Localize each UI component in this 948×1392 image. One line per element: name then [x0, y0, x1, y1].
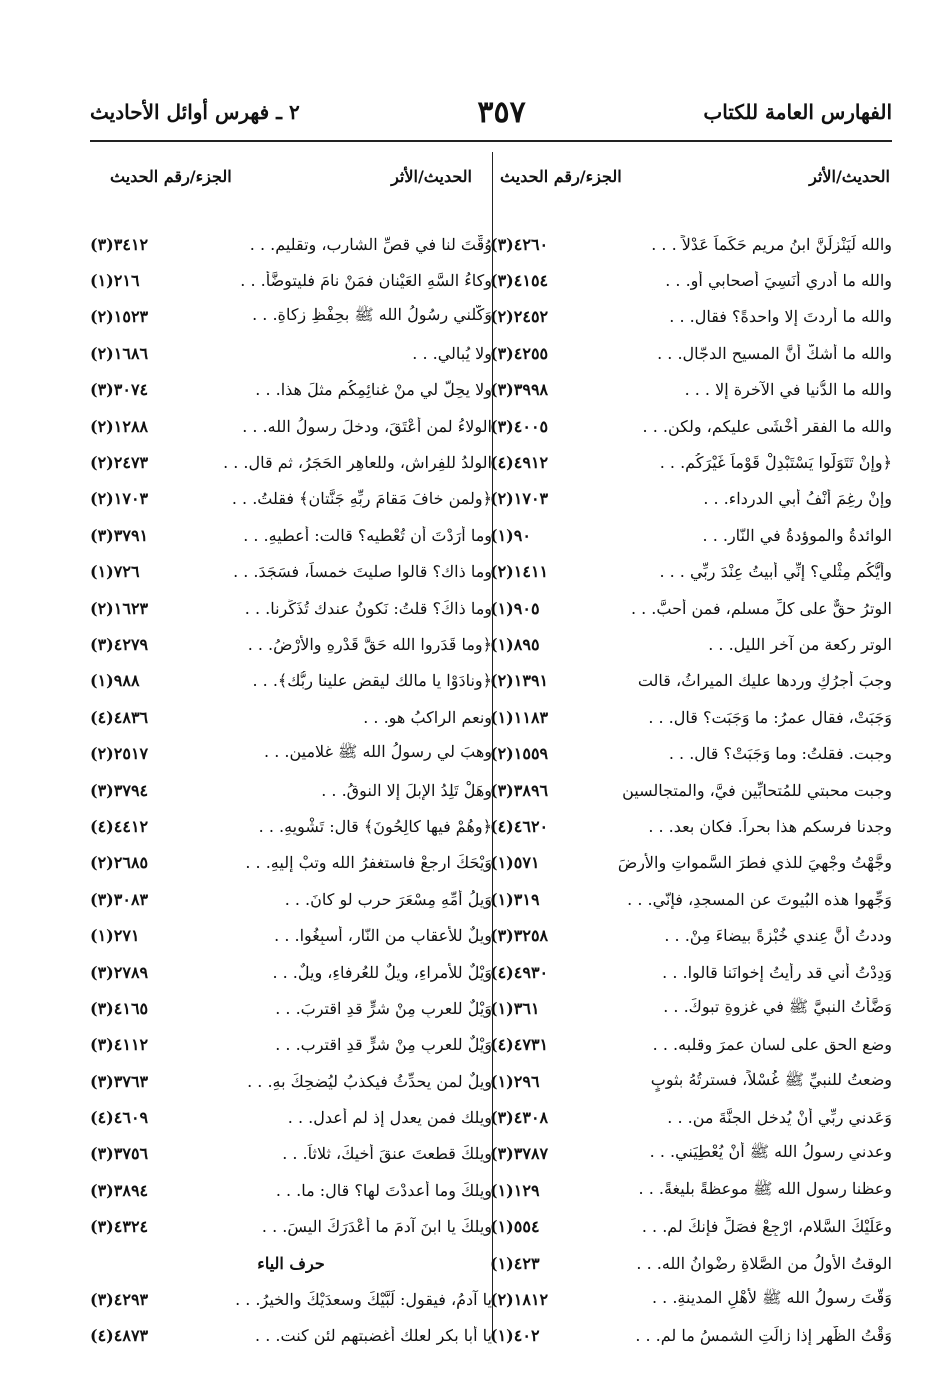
hadith-opening-text: وجدنا فرسكم هذا بحراً. فكان بعد. . .: [648, 816, 892, 836]
volume-hadith-number: (٣)٤١٥٤: [490, 271, 549, 291]
header-rule: [90, 140, 892, 142]
index-entry: [490, 1172, 892, 1208]
volume-hadith-number: (٣)٣٠٨٣: [90, 889, 149, 909]
volume-hadith-number: (١)٤٢٣: [490, 1253, 540, 1273]
volume-hadith-number: (١)٣١٩: [490, 889, 540, 909]
volume-hadith-number: (٤)٤٦٠٩: [90, 1108, 149, 1128]
index-entry: [90, 481, 492, 517]
volume-hadith-number: (٢)١٥٢٣: [90, 307, 149, 327]
hadith-opening-text: ﴿وما قَدَروا الله حَقَّ قَدْرِهِ والأرْضُ. . .: [247, 634, 492, 654]
index-entry: [490, 1136, 892, 1172]
index-entry: [90, 1172, 492, 1208]
volume-hadith-number: (٣)٤٢٥٥: [490, 343, 549, 363]
hadith-opening-text: ﴿وإنْ تَتَوَلَّوا يَسْتَبْدِلْ قَوْماً غَيْرَكُم. . .: [659, 453, 892, 473]
index-entry: [490, 1245, 892, 1281]
volume-hadith-number: (١)١٢٩: [490, 1180, 540, 1200]
hadith-opening-text: ويلك فمن يعدل إذ لم أعدل. . .: [287, 1108, 492, 1128]
volume-hadith-number: (٣)٤١٦٥: [90, 998, 149, 1018]
index-entries: [490, 226, 892, 1354]
index-entry: [490, 590, 892, 626]
volume-hadith-number: (٣)٣٨٩٦: [490, 780, 549, 800]
hadith-opening-text: وإنْ رغِمَ أنْفُ أبي الدرداء. . .: [703, 489, 892, 509]
hadith-opening-text: وما ذاكَ؟ قلتُ: نَكونُ عندك تُذَكِّرنا. . .: [244, 598, 492, 618]
volume-hadith-number: (٣)٤٠٠٥: [490, 416, 549, 436]
heading-reference: الجزء/رقم الحديث: [110, 166, 232, 186]
volume-hadith-number: (٢)١٣٩١: [490, 671, 549, 691]
index-entry: [490, 990, 892, 1026]
hadith-opening-text: يا أبا بكر لعلك أغضبتهم لئن كنت. . .: [255, 1326, 492, 1346]
index-entry: [90, 735, 492, 771]
index-entry: [90, 262, 492, 298]
index-entry: [90, 226, 492, 262]
hadith-opening-text: ﴿ونادَوْا يا مالك ليقضِ علينا ربُّك﴾. . .: [252, 671, 492, 691]
hadith-opening-text: وما ذاك؟ قالوا صليتَ خمساً، فسَجَدَ. . .: [233, 562, 492, 582]
volume-hadith-number: (٣)٣٧٥٦: [90, 1144, 149, 1164]
index-entry: [490, 1318, 892, 1354]
hadith-opening-text: وَيْحَكَ ارجعْ فاستغفرُ الله وتبْ إليهِ. . .: [245, 853, 492, 873]
hadith-opening-text: والله ما أشكُّ أنَّ المسيح الدجّال. . .: [657, 343, 892, 363]
volume-hadith-number: (٤)٤٩١٢: [490, 453, 549, 473]
hadith-opening-text: الولدُ للفِراشِ، وللعاهِرِ الحَجَرُ، ثم قال. . .: [223, 453, 492, 473]
hadith-opening-text: وما أرَدْتَ أن تُعْطيه؟ قالت: أُعطيهِ. . .: [243, 525, 492, 545]
volume-hadith-number: (٢)٢٦٨٥: [90, 853, 149, 873]
hadith-opening-text: والله لَيَنْزِلَنَّ ابنُ مريم حَكَماً عَدْلاً . . .: [651, 234, 892, 254]
volume-hadith-number: (٣)٣٢٥٨: [490, 926, 549, 946]
index-entry: [490, 735, 892, 771]
index-entry: [90, 1318, 492, 1354]
page-header: [90, 92, 892, 132]
index-entry: [90, 517, 492, 553]
index-entry: [490, 408, 892, 444]
volume-hadith-number: (١)٨٩٥: [490, 634, 540, 654]
hadith-opening-text: وجبت محبتي للمُتحابِّين فيَّ، والمتجالسين: [622, 780, 892, 800]
hadith-opening-text: وَقَّتَ رسولُ الله ﷺ لأهْلِ المدينةِ. . .: [652, 1288, 892, 1308]
index-entry: [90, 772, 492, 808]
hadith-opening-text: وضعتُ للنبيِّ ﷺ غُسْلاً، فسترتُهُ بثوبٍ: [650, 1069, 892, 1089]
hadith-opening-text: والله ما أردتَ إلا واحدةً؟ فقال. . .: [669, 307, 892, 327]
index-column-right: [490, 156, 892, 1346]
index-entry: [490, 554, 892, 590]
hadith-opening-text: وهَلْ تَلِدُ الإبلَ إلا النوقُ. . .: [321, 780, 492, 800]
volume-hadith-number: (٣)٣٨٩٤: [90, 1180, 149, 1200]
index-entry: [490, 626, 892, 662]
volume-hadith-number: (٣)٤١١٢: [90, 1035, 149, 1055]
hadith-opening-text: ونعم الراكبُ هو. . .: [363, 707, 492, 727]
index-entry: [90, 408, 492, 444]
hadith-opening-text: ويلٌ لمن يحدِّثُ فيكذبُ ليُضحِكَ بهِ. . .: [247, 1071, 492, 1091]
index-entry: [90, 1209, 492, 1245]
heading-hadith: الحديث/الأثر: [809, 166, 890, 186]
volume-hadith-number: (١)٢٧١: [90, 926, 140, 946]
volume-hadith-number: (٣)٤٣٠٨: [490, 1108, 549, 1128]
hadith-opening-text: وَجَبَتْ، فقال عمرُ: ما وَجَبَت؟ قال. . .: [648, 707, 892, 727]
volume-hadith-number: (٢)١٧٠٣: [490, 489, 549, 509]
section-heading-text: حرف الياء: [257, 1253, 325, 1273]
volume-hadith-number: (٢)١٦٢٣: [90, 598, 149, 618]
section-title: ٢ ـ فهرس أوائل الأحاديث: [90, 100, 300, 124]
volume-hadith-number: (١)٥٧١: [490, 853, 540, 873]
book-index-title: الفهارس العامة للكتاب: [703, 100, 892, 124]
volume-hadith-number: (٢)٢٥١٧: [90, 744, 149, 764]
hadith-opening-text: ﴿وهُمْ فيها كالِحُونَ﴾ قال: تَشْويهِ. . .: [258, 816, 492, 836]
index-entry: [490, 1209, 892, 1245]
section-heading: [90, 1245, 492, 1281]
index-entry: [90, 917, 492, 953]
volume-hadith-number: (٢)١٧٠٣: [90, 489, 149, 509]
hadith-opening-text: وَكَّلني رسُولُ الله ﷺ بحِفْظِ زكاةِ. . .: [252, 305, 492, 325]
index-entries: [90, 226, 492, 1354]
index-entry: [90, 808, 492, 844]
volume-hadith-number: (١)٩٠: [490, 525, 531, 545]
volume-hadith-number: (١)٢٩٦: [490, 1071, 540, 1091]
volume-hadith-number: (٣)٤٢٦٠: [490, 234, 549, 254]
hadith-opening-text: ويلكَ قطعتَ عنقَ أخيكَ، ثلاثاً. . .: [282, 1144, 492, 1164]
hadith-opening-text: وَجِّهوا هذه البُيوتَ عن المسجدِ، فإنّي. . .: [627, 889, 892, 909]
index-entry: [90, 1099, 492, 1135]
index-entry: [90, 554, 492, 590]
index-entry: [490, 881, 892, 917]
volume-hadith-number: (٣)٣٤١٢: [90, 234, 149, 254]
index-entry: [490, 1027, 892, 1063]
hadith-opening-text: وأيُّكُم مِثْلي؟ إنِّي أبيتُ عِنْدَ ربِّي . . .: [659, 562, 892, 582]
index-entry: [90, 1136, 492, 1172]
hadith-opening-text: ويلكَ يا ابنَ آدمَ ما أعْدَرَكَ اليسَ. . .: [261, 1217, 492, 1237]
volume-hadith-number: (٣)٣٠٧٤: [90, 380, 149, 400]
volume-hadith-number: (١)٩٨٨: [90, 671, 140, 691]
index-entry: [90, 299, 492, 335]
index-entry: [90, 444, 492, 480]
volume-hadith-number: (٢)١٤١١: [490, 562, 549, 582]
volume-hadith-number: (١)٥٥٤: [490, 1217, 540, 1237]
hadith-opening-text: والله ما الدُّنيا في الآخرة إلا . . .: [684, 380, 892, 400]
index-entry: [90, 372, 492, 408]
volume-hadith-number: (٤)٤٨٧٣: [90, 1326, 149, 1346]
index-entry: [490, 699, 892, 735]
index-entry: [490, 299, 892, 335]
hadith-opening-text: وَدِدْتُ أني قد رأيتُ إخوانَنا قالوا. . .: [662, 962, 892, 982]
hadith-opening-text: وَقْتُ الظُّهرِ إذا زالَتِ الشمسُ ما لم. . .: [635, 1326, 892, 1346]
index-entry: [90, 663, 492, 699]
index-entry: [490, 1281, 892, 1317]
index-entry: [90, 1027, 492, 1063]
hadith-opening-text: وَضَّأْتُ النبيَّ ﷺ في غزوةِ تبوكَ. . .: [663, 996, 892, 1016]
volume-hadith-number: (١)١١٨٣: [490, 707, 549, 727]
index-entry: [90, 335, 492, 371]
volume-hadith-number: (٤)٤٩٣٠: [490, 962, 549, 982]
hadith-opening-text: وَيْلٌ للعربِ مِنْ شرٍّ قدِ اقترب. . .: [275, 1035, 492, 1055]
index-entry: [90, 590, 492, 626]
page-number: ٣٥٧: [477, 94, 526, 130]
hadith-opening-text: وهبَ لي رسولُ الله ﷺ غلامين. . .: [264, 742, 492, 762]
index-column-left: [90, 156, 492, 1346]
hadith-opening-text: وَيلُ أُمِّهِ مِسْعَرَ حرب لو كانَ. . .: [284, 889, 492, 909]
hadith-opening-text: والله ما الفقر أخْشَى عليكم، ولكن. . .: [642, 416, 892, 436]
column-heading: [490, 156, 892, 196]
volume-hadith-number: (٢)١٦٨٦: [90, 343, 149, 363]
volume-hadith-number: (٣)٤٣٢٤: [90, 1217, 149, 1237]
index-entry: [490, 481, 892, 517]
volume-hadith-number: (٣)٣٧٨٧: [490, 1144, 549, 1164]
hadith-opening-text: وُقِّتَ لنا في قصِّ الشارب، وتقليمِ. . .: [249, 234, 492, 254]
index-entry: [490, 226, 892, 262]
volume-hadith-number: (٣)٣٧٦٣: [90, 1071, 149, 1091]
volume-hadith-number: (٣)٣٧٩١: [90, 525, 149, 545]
hadith-opening-text: والله ما أدري أنَسِيَ أصحابي أو. . .: [665, 271, 892, 291]
index-entry: [490, 917, 892, 953]
index-entry: [490, 517, 892, 553]
index-entry: [90, 1281, 492, 1317]
index-entry: [90, 990, 492, 1026]
volume-hadith-number: (٢)١٨١٢: [490, 1290, 549, 1310]
hadith-opening-text: ﴿ولمن خافَ مَقامَ ربِّهِ جَنَّتانِ﴾ فقلتُ. . .: [231, 489, 492, 509]
hadith-opening-text: وَيْلٌ للأمراءِ، ويلٌ للعُرفاءِ، ويلٌ. . .: [272, 962, 492, 982]
index-entry: [490, 262, 892, 298]
volume-hadith-number: (٣)٣٩٩٨: [490, 380, 549, 400]
index-entry: [90, 881, 492, 917]
hadith-opening-text: وكاءُ السَّهِ العَيْنان فمَنْ نامَ فليتوضَّأ. . .: [240, 271, 492, 291]
volume-hadith-number: (٤)٤٦٢٠: [490, 816, 549, 836]
hadith-opening-text: وعدني رسولُ الله ﷺ أنْ يُعْطِيَني. . .: [649, 1142, 892, 1162]
hadith-opening-text: وعظنا رسول الله ﷺ موعظةً بليغةً. . .: [638, 1178, 892, 1198]
volume-hadith-number: (١)٣٦١: [490, 998, 540, 1018]
volume-hadith-number: (١)٢١٦: [90, 271, 140, 291]
volume-hadith-number: (٢)٢٤٥٢: [490, 307, 549, 327]
index-entry: [490, 845, 892, 881]
volume-hadith-number: (٤)٤٨٣٦: [90, 707, 149, 727]
volume-hadith-number: (٣)٤٢٧٩: [90, 634, 149, 654]
volume-hadith-number: (٣)٢٧٨٩: [90, 962, 149, 982]
volume-hadith-number: (٤)٤٤١٢: [90, 816, 149, 836]
index-entry: [90, 954, 492, 990]
hadith-opening-text: وجَّهْتُ وجْهِيَ للذي فطرَ السَّمواتِ والأرضَ: [617, 853, 892, 873]
hadith-opening-text: وجبَ أجرُكِ وردها عليك الميراثُ، قالت: [637, 671, 892, 691]
hadith-opening-text: ولا يحِلُّ لي منْ غنائِمِكُم مثلَ هذا. . .: [255, 380, 492, 400]
hadith-opening-text: الوائدةُ والموؤدةُ في النّار. . .: [702, 525, 892, 545]
volume-hadith-number: (٢)١٢٨٨: [90, 416, 149, 436]
hadith-opening-text: ولا يُبالي. . .: [412, 343, 492, 363]
volume-hadith-number: (١)٩٠٥: [490, 598, 540, 618]
index-entry: [90, 845, 492, 881]
volume-hadith-number: (٤)٤٧٣١: [490, 1035, 549, 1055]
index-entry: [490, 1099, 892, 1135]
index-entry: [490, 808, 892, 844]
index-entry: [90, 699, 492, 735]
index-entry: [490, 954, 892, 990]
index-entry: [490, 444, 892, 480]
hadith-opening-text: وَيْلٌ للعربِ مِنْ شرٍّ قدِ اقتربَ. . .: [275, 998, 492, 1018]
index-entry: [490, 663, 892, 699]
volume-hadith-number: (١)٤٠٢: [490, 1326, 540, 1346]
hadith-opening-text: الوقتُ الأولُ من الصَّلاةِ رِضْوانُ الله. . .: [636, 1253, 892, 1273]
index-entry: [90, 1063, 492, 1099]
volume-hadith-number: (٢)١٥٥٩: [490, 744, 549, 764]
hadith-opening-text: ويلكَ وما أعددْتَ لها؟ قال: ما. . .: [275, 1180, 492, 1200]
hadith-opening-text: الولاءُ لمن أعْتَقَ، ودخلَ رسولُ الله. . .: [242, 416, 492, 436]
index-entry: [490, 335, 892, 371]
volume-hadith-number: (١)٧٢٦: [90, 562, 140, 582]
volume-hadith-number: (٢)٢٤٧٣: [90, 453, 149, 473]
index-entry: [490, 1063, 892, 1099]
index-entry: [490, 772, 892, 808]
heading-hadith: الحديث/الأثر: [391, 166, 472, 186]
hadith-opening-text: الوتر ركعة من آخر الليل. . .: [708, 634, 892, 654]
index-entry: [90, 626, 492, 662]
hadith-opening-text: وضع الحق على لسانِ عمرَ وقلبه. . .: [652, 1035, 892, 1055]
hadith-opening-text: وَعَدني ربِّي أنْ يُدخل الجنَّةَ من. . .: [667, 1108, 892, 1128]
hadith-opening-text: ويلٌ للأعقابِ من النّارِ، أسبِغُوا. . .: [274, 926, 492, 946]
hadith-opening-text: وددتُ أنَّ عِندي خُبْزةً بيضاءَ مِنْ. . .: [664, 926, 892, 946]
heading-reference: الجزء/رقم الحديث: [500, 166, 622, 186]
column-heading: [90, 156, 492, 196]
hadith-opening-text: الوترُ حقٌّ على كلِّ مسلم، فمن أحبَّ. . .: [630, 598, 892, 618]
hadith-opening-text: يا آدمُ، فيقول: لَبَّيْكَ وسعدَيْكَ والخيرُ. . .: [235, 1290, 492, 1310]
hadith-opening-text: وعَلَيْكَ السَّلام، ارْجِعْ فصَلِّ فإنكَ لم. . .: [641, 1217, 892, 1237]
index-entry: [490, 372, 892, 408]
hadith-opening-text: وجبت. فقلتُ: وما وَجَبَتْ؟ قال. . .: [668, 744, 892, 764]
volume-hadith-number: (٣)٤٢٩٣: [90, 1290, 149, 1310]
volume-hadith-number: (٣)٣٧٩٤: [90, 780, 149, 800]
